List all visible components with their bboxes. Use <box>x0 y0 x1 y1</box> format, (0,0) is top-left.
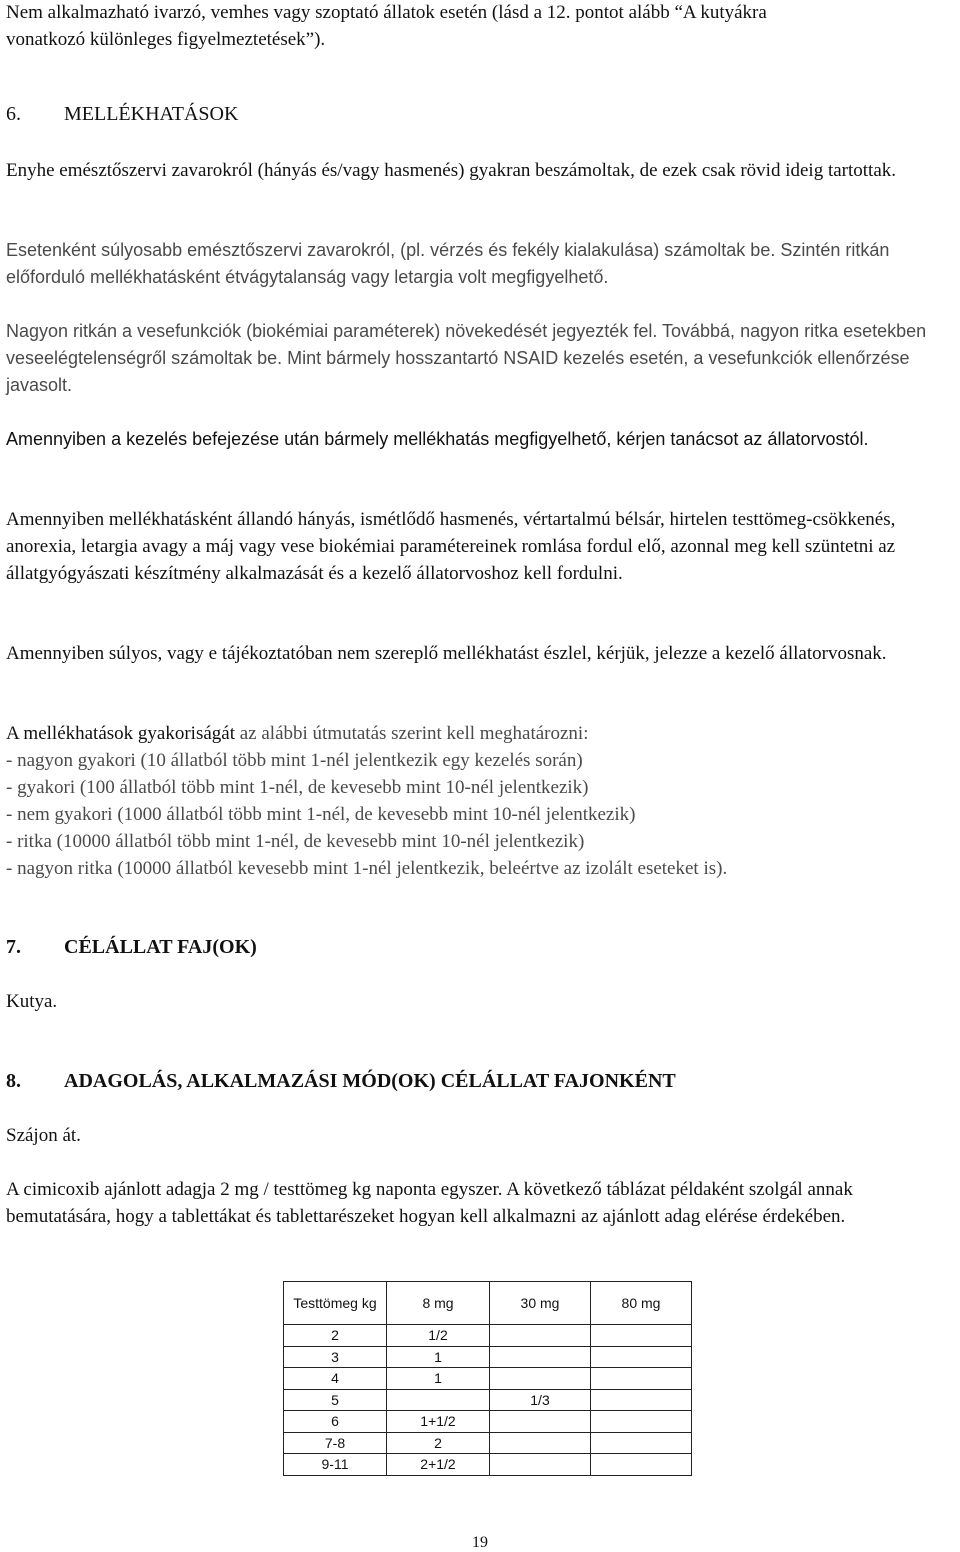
table-cell <box>490 1454 591 1476</box>
section-6-title: MELLÉKHATÁSOK <box>64 103 239 125</box>
frequency-item-rare: - ritka (10000 állatból több mint 1-nél, de kevesebb mint 10-nél jelentkezik) <box>6 831 585 852</box>
table-row <box>284 1389 692 1411</box>
table-cell: 6 <box>284 1411 387 1433</box>
section-8-title: ADAGOLÁS, ALKALMAZÁSI MÓD(OK) CÉLÁLLAT FAJONKÉNT <box>64 1070 676 1092</box>
table-cell <box>490 1368 591 1390</box>
dose-table-header-row <box>284 1282 692 1325</box>
section-8-paragraph-1: Szájon át. <box>6 1125 81 1146</box>
section-6-paragraph-3: Nagyon ritkán a vesefunkciók (biokémiai paraméterek) növekedését jegyezték fel. Továbbá, nagyon ritka esetekben veseelégtelenségről számoltak be. Mint bármely hosszantartó NSAID kezelés esetén, a vesefunkciók ellenőrzése javasolt. <box>6 321 927 395</box>
frequency-intro <box>6 720 956 747</box>
table-cell <box>591 1432 692 1454</box>
frequency-intro-rest: az alábbi útmutatás szerint kell meghatározni: <box>235 723 589 744</box>
table-cell: 1/2 <box>387 1325 490 1347</box>
frequency-item-very-common: - nagyon gyakori (10 állatból több mint 1-nél jelentkezik egy kezelés során) <box>6 750 583 771</box>
intro-paragraph <box>6 0 956 53</box>
table-cell <box>490 1432 591 1454</box>
header-80mg: 80 mg <box>591 1282 692 1325</box>
table-row <box>284 1411 692 1433</box>
section-6-paragraph-1: Enyhe emésztőszervi zavarokról (hányás és/vagy hasmenés) gyakran beszámoltak, de ezek csak rövid ideig tartottak. <box>6 160 897 181</box>
header-body-weight: Testtömeg kg <box>284 1282 387 1325</box>
table-cell: 9-11 <box>284 1454 387 1476</box>
section-6-number: 6. <box>6 103 21 125</box>
table-cell <box>591 1389 692 1411</box>
section-7-number: 7. <box>6 936 21 958</box>
frequency-item-very-rare: - nagyon ritka (10000 állatból kevesebb mint 1-nél jelentkezik, beleértve az izolált eseteket is). <box>6 858 728 879</box>
table-row <box>284 1432 692 1454</box>
intro-line-2: vonatkozó különleges figyelmeztetések”). <box>6 29 326 50</box>
table-cell <box>490 1411 591 1433</box>
table-cell: 2 <box>284 1325 387 1347</box>
page-number: 19 <box>472 1534 488 1551</box>
section-7-title: CÉLÁLLAT FAJ(OK) <box>64 936 257 958</box>
frequency-item-uncommon: - nem gyakori (1000 állatból több mint 1-nél, de kevesebb mint 10-nél jelentkezik) <box>6 804 636 825</box>
section-7-body: Kutya. <box>6 991 58 1012</box>
table-cell <box>591 1325 692 1347</box>
section-6-paragraph-6: Amennyiben súlyos, vagy e tájékoztatóban nem szereplő mellékhatást észlel, kérjük, jelezze a kezelő állatorvosnak. <box>6 643 887 664</box>
section-6-paragraph-5: Amennyiben mellékhatásként állandó hányás, ismétlődő hasmenés, vértartalmú bélsár, hirtelen testtömeg-csökkenés, anorexia, letargia avagy a máj vagy vese biokémiai paramétereinek romlása fordul elő, azonnal meg kell szüntetni az állatgyógyászati készítmény alkalmazását és a kezelő állatorvoshoz kell fordulni. <box>6 509 896 584</box>
table-cell: 1+1/2 <box>387 1411 490 1433</box>
frequency-intro-strong: A mellékhatások gyakoriságát <box>6 723 235 744</box>
table-cell <box>591 1346 692 1368</box>
header-30mg: 30 mg <box>490 1282 591 1325</box>
section-8-paragraph-2: A cimicoxib ajánlott adagja 2 mg / testtömeg kg naponta egyszer. A következő táblázat példaként szolgál annak bemutatására, hogy a tablettákat és tablettarészeket hogyan kell alkalmazni az ajánlott adag elérése érdekében. <box>6 1179 853 1227</box>
header-8mg: 8 mg <box>387 1282 490 1325</box>
table-cell: 1 <box>387 1368 490 1390</box>
section-8-heading <box>6 1068 676 1095</box>
table-row <box>284 1325 692 1347</box>
frequency-list <box>6 747 956 882</box>
table-cell <box>490 1325 591 1347</box>
section-7-heading <box>6 934 257 961</box>
section-6-heading <box>6 101 238 128</box>
table-cell: 5 <box>284 1389 387 1411</box>
table-cell: 7-8 <box>284 1432 387 1454</box>
table-cell <box>591 1454 692 1476</box>
frequency-item-common: - gyakori (100 állatból több mint 1-nél, de kevesebb mint 10-nél jelentkezik) <box>6 777 589 798</box>
section-6-paragraph-4: Amennyiben a kezelés befejezése után bármely mellékhatás megfigyelhető, kérjen tanácsot az állatorvostól. <box>6 429 869 449</box>
dose-table <box>283 1281 692 1476</box>
table-row <box>284 1368 692 1390</box>
table-cell: 4 <box>284 1368 387 1390</box>
table-cell: 1 <box>387 1346 490 1368</box>
table-cell: 1/3 <box>490 1389 591 1411</box>
table-cell: 2+1/2 <box>387 1454 490 1476</box>
table-cell <box>490 1346 591 1368</box>
section-6-paragraph-2: Esetenként súlyosabb emésztőszervi zavarokról, (pl. vérzés és fekély kialakulása) számoltak be. Szintén ritkán előforduló mellékhatásként étvágytalanság vagy letargia volt megfigyelhető. <box>6 240 890 287</box>
table-cell <box>591 1368 692 1390</box>
section-8-number: 8. <box>6 1070 21 1092</box>
table-cell <box>591 1411 692 1433</box>
table-cell: 2 <box>387 1432 490 1454</box>
table-cell <box>387 1389 490 1411</box>
intro-line-1: Nem alkalmazható ivarzó, vemhes vagy szoptató állatok esetén (lásd a 12. pontot alább “A kutyákra <box>6 2 767 23</box>
table-row <box>284 1454 692 1476</box>
table-row <box>284 1346 692 1368</box>
table-cell: 3 <box>284 1346 387 1368</box>
